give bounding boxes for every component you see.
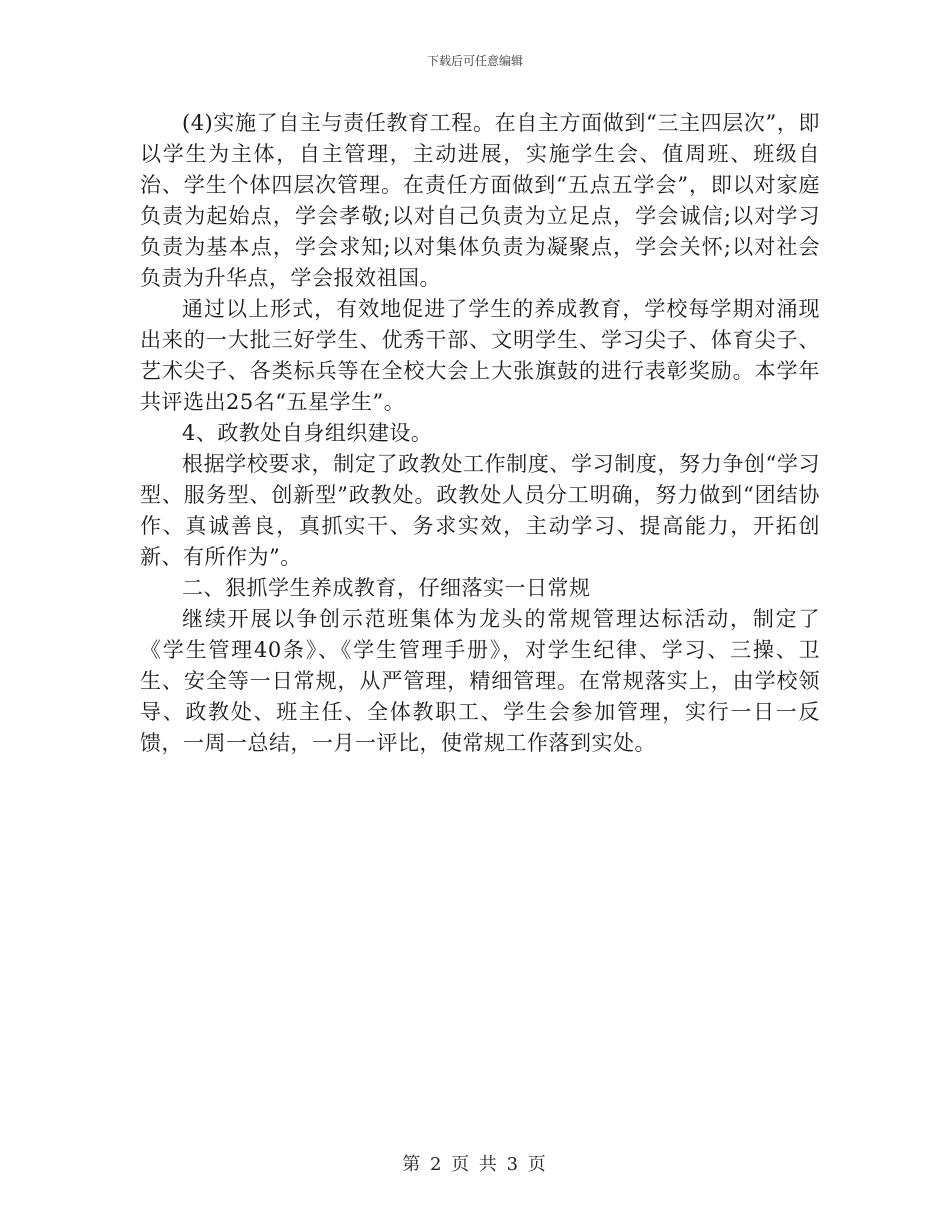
paragraph-commendation: 通过以上形式，有效地促进了学生的养成教育，学校每学期对涌现出来的一大批三好学生、优秀干部、文明学生、学习尖子、体育尖子、艺术尖子、各类标兵等在全校大会上大张旗鼓的进行表彰奖励。本学年共评选出25名“五星学生”。 bbox=[140, 297, 820, 414]
section-heading-organization: 4、政教处自身组织建设。 bbox=[182, 421, 433, 445]
paragraph-autonomy-responsibility: (4)实施了自主与责任教育工程。在自主方面做到“三主四层次”，即以学生为主体，自主管理，主动进展，实施学生会、值周班、班级自治、学生个体四层次管理。在责任方面做到“五点五学会”，即以对家庭负责为起始点，学会孝敬;以对自己负责为立足点，学会诚信;以对学习负责为基本点，学会求知;以对集体负责为凝聚点，学会关怀;以对社会负责为升华点，学会报效祖国。 bbox=[140, 111, 820, 290]
document-body bbox=[140, 108, 820, 759]
section-heading-daily-routine: 二、狠抓学生养成教育，仔细落实一日常规 bbox=[182, 576, 591, 600]
page-number: 第 2 页 共 3 页 bbox=[402, 1154, 548, 1175]
paragraph-organization: 根据学校要求，制定了政教处工作制度、学习制度，努力争创“学习型、服务型、创新型”政教处。政教处人员分工明确，努力做到“团结协作、真诚善良，真抓实干、务求实效，主动学习、提高能力，开拓创新、有所作为”。 bbox=[140, 452, 820, 569]
paragraph-daily-routine: 继续开展以争创示范班集体为龙头的常规管理达标活动，制定了《学生管理40条》、《学生管理手册》，对学生纪律、学习、三操、卫生、安全等一日常规，从严管理，精细管理。在常规落实上，由学校领导、政教处、班主任、全体教职工、学生会参加管理，实行一日一反馈，一周一总结，一月一评比，使常规工作落到实处。 bbox=[140, 607, 820, 755]
page-header-note: 下载后可任意编辑 bbox=[426, 54, 523, 68]
